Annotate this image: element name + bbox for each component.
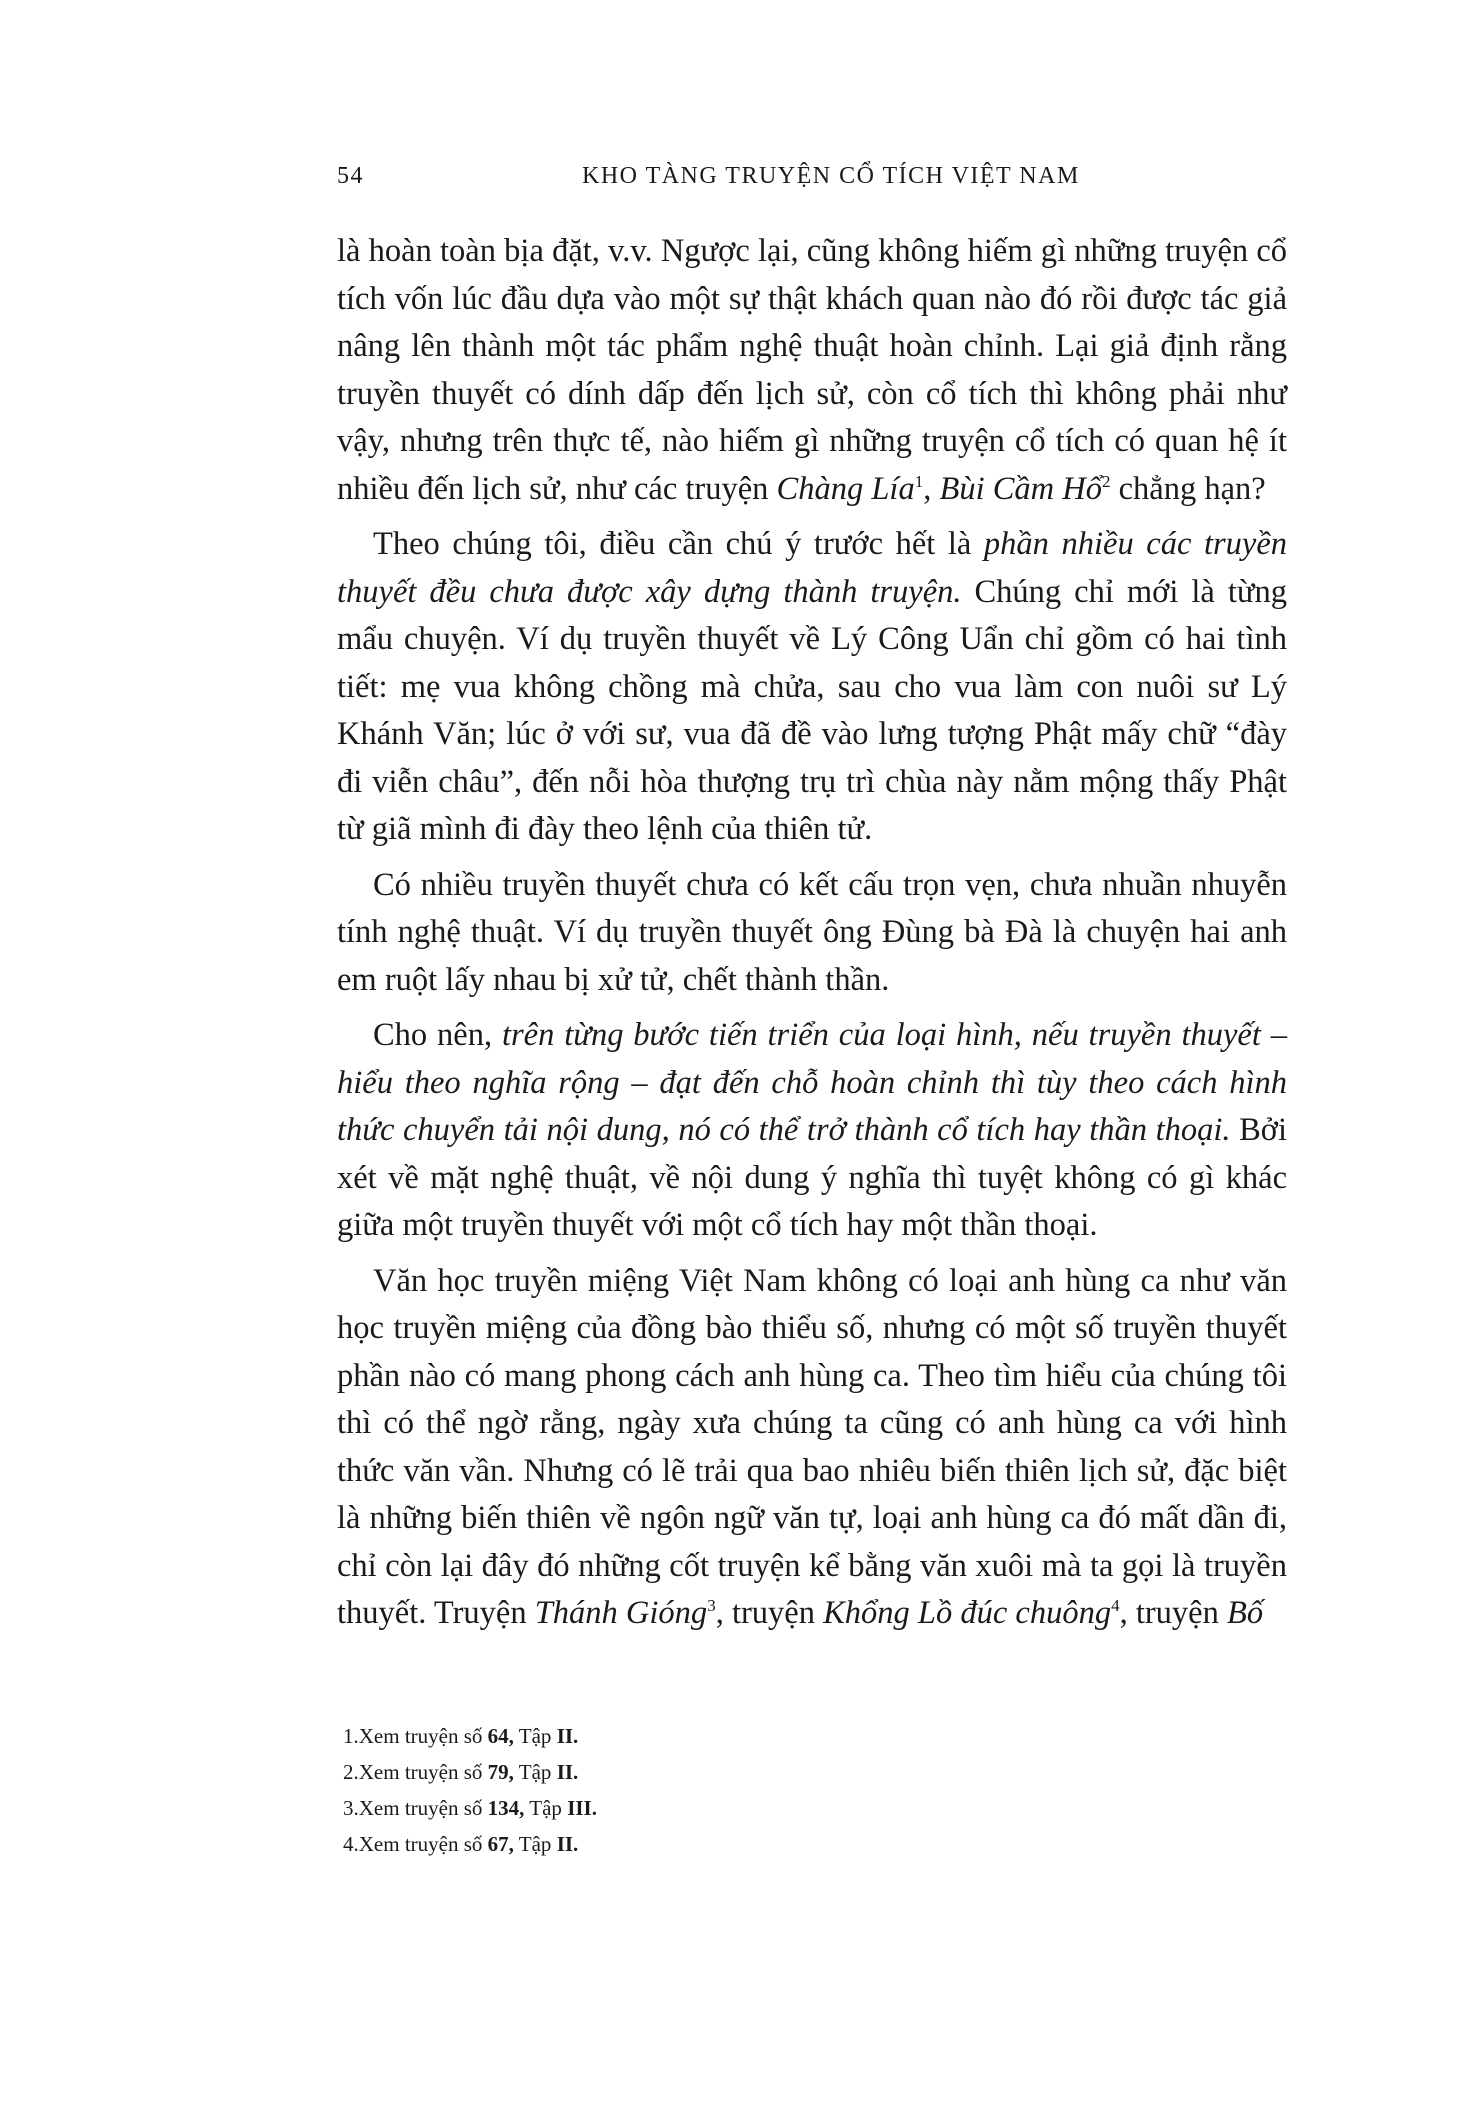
- footnote-text: Xem truyện số: [358, 1832, 483, 1856]
- footnote: [343, 1754, 597, 1790]
- paragraph-text: Văn học truyền miệng Việt Nam không có loại anh hùng ca như văn học truyền miệng của đồng bào thiểu số, nhưng có một số truyền thuyết phần nào có mang phong cách anh hùng ca. Theo tìm hiểu của chúng tôi thì có thể ngờ rằng, ngày xưa chúng ta cũng có anh hùng ca với hình thức văn vần. Nhưng có lẽ trải qua bao nhiêu biến thiên lịch sử, đặc biệt là những biến thiên về ngôn ngữ văn tự, loại anh hùng ca đó mất dần đi, chỉ còn lại đây đó những cốt truyện kể bằng văn xuôi mà ta gọi là truyền thuyết. Truyện: [337, 1262, 1287, 1631]
- paragraph: [337, 862, 1287, 1005]
- italic-text: Chàng Lía: [776, 470, 915, 507]
- paragraph: [337, 1012, 1287, 1250]
- running-header: [337, 163, 1137, 203]
- footnote-volume: II.: [556, 1760, 579, 1784]
- footnote-reference: 3: [707, 1596, 716, 1616]
- footnote-volume: II.: [556, 1724, 579, 1748]
- footnote-marker: 4.: [343, 1832, 359, 1856]
- footnote: [343, 1790, 597, 1826]
- page-number: 54: [337, 163, 364, 189]
- footnote-reference: 2: [1101, 471, 1111, 491]
- footnote: [343, 1826, 597, 1862]
- paragraph-text: là hoàn toàn bịa đặt, v.v. Ngược lại, cũng không hiếm gì những truyện cổ tích vốn lúc đầu dựa vào một sự thật khách quan nào đó rồi được tác giả nâng lên thành một tác phẩm nghệ thuật hoàn chỉnh. Lại giả định rằng truyền thuyết có dính dấp đến lịch sử, còn cổ tích thì không phải như vậy, nhưng trên thực tế, nào hiếm gì những truyện cổ tích có quan hệ ít nhiều đến lịch sử, như các truyện: [337, 233, 1287, 507]
- italic-text: Khổng Lồ đúc chuông: [823, 1595, 1112, 1631]
- paragraph-text: Bởi xét về mặt nghệ thuật, về nội dung ý nghĩa thì tuyệt không có gì khác giữa một truyền thuyết với một cổ tích hay một thần thoại.: [337, 1112, 1287, 1243]
- footnote-reference: 4: [1111, 1596, 1120, 1616]
- footnote: [343, 1718, 597, 1754]
- paragraph-text: Cho nên,: [373, 1017, 502, 1053]
- italic-text: phần nhiều các truyền thuyết đều chưa được xây dựng thành truyện.: [337, 526, 1287, 610]
- running-title: KHO TÀNG TRUYỆN CỔ TÍCH VIỆT NAM: [582, 163, 1080, 189]
- footnote-volume-label: Tập: [518, 1760, 552, 1784]
- footnotes: [343, 1718, 597, 1862]
- footnote-volume-label: Tập: [529, 1796, 562, 1820]
- body-text: [337, 228, 1287, 1646]
- paragraph-text: Có nhiều truyền thuyết chưa có kết cấu trọn vẹn, chưa nhuần nhuyễn tính nghệ thuật. Ví dụ truyền thuyết ông Đùng bà Đà là chuyện hai anh em ruột lấy nhau bị xử tử, chết thành thần.: [337, 866, 1287, 998]
- paragraph-text: ,: [923, 470, 940, 507]
- footnote-marker: 3.: [343, 1796, 359, 1820]
- paragraph: [337, 1258, 1287, 1638]
- paragraph-text: , truyện: [1119, 1595, 1227, 1631]
- footnote-marker: 2.: [343, 1760, 359, 1784]
- footnote-volume-label: Tập: [518, 1832, 552, 1856]
- footnote-text: Xem truyện số: [358, 1760, 483, 1784]
- italic-text: Bố: [1226, 1595, 1264, 1631]
- footnote-marker: 1.: [343, 1724, 359, 1748]
- footnote-volume: III.: [567, 1796, 597, 1820]
- footnote-volume-label: Tập: [518, 1724, 552, 1748]
- paragraph-text: Chúng chỉ mới là từng mẩu chuyện. Ví dụ truyền thuyết về Lý Công Uẩn chỉ gồm có hai tình tiết: mẹ vua không chồng mà chửa, sau cho vua làm con nuôi sư Lý Khánh Văn; lúc ở với sư, vua đã đề vào lưng tượng Phật mấy chữ “đày đi viễn châu”, đến nỗi hòa thượng trụ trì chùa này nằm mộng thấy Phật từ giã mình đi đày theo lệnh của thiên tử.: [337, 573, 1287, 847]
- italic-text: Bùi Cầm Hổ: [939, 470, 1102, 507]
- footnote-story-number: 67,: [487, 1832, 514, 1856]
- italic-text: Thánh Gióng: [534, 1595, 708, 1631]
- paragraph-text: chẳng hạn?: [1110, 470, 1266, 507]
- footnote-volume: II.: [556, 1832, 579, 1856]
- footnote-story-number: 79,: [487, 1760, 514, 1784]
- footnote-story-number: 134,: [487, 1796, 525, 1820]
- paragraph-text: , truyện: [715, 1595, 824, 1631]
- paragraph: [337, 228, 1287, 513]
- footnote-text: Xem truyện số: [358, 1796, 483, 1820]
- paragraph: [337, 521, 1287, 854]
- paragraph-text: Theo chúng tôi, điều cần chú ý trước hết là: [373, 526, 984, 562]
- footnote-text: Xem truyện số: [358, 1724, 483, 1748]
- italic-text: trên từng bước tiến triển của loại hình, nếu truyền thuyết – hiểu theo nghĩa rộng – đạt đến chỗ hoàn chỉnh thì tùy theo cách hình thức chuyển tải nội dung, nó có thể trở thành cổ tích hay thần thoại.: [337, 1017, 1287, 1148]
- footnote-story-number: 64,: [487, 1724, 514, 1748]
- footnote-reference: 1: [914, 471, 924, 491]
